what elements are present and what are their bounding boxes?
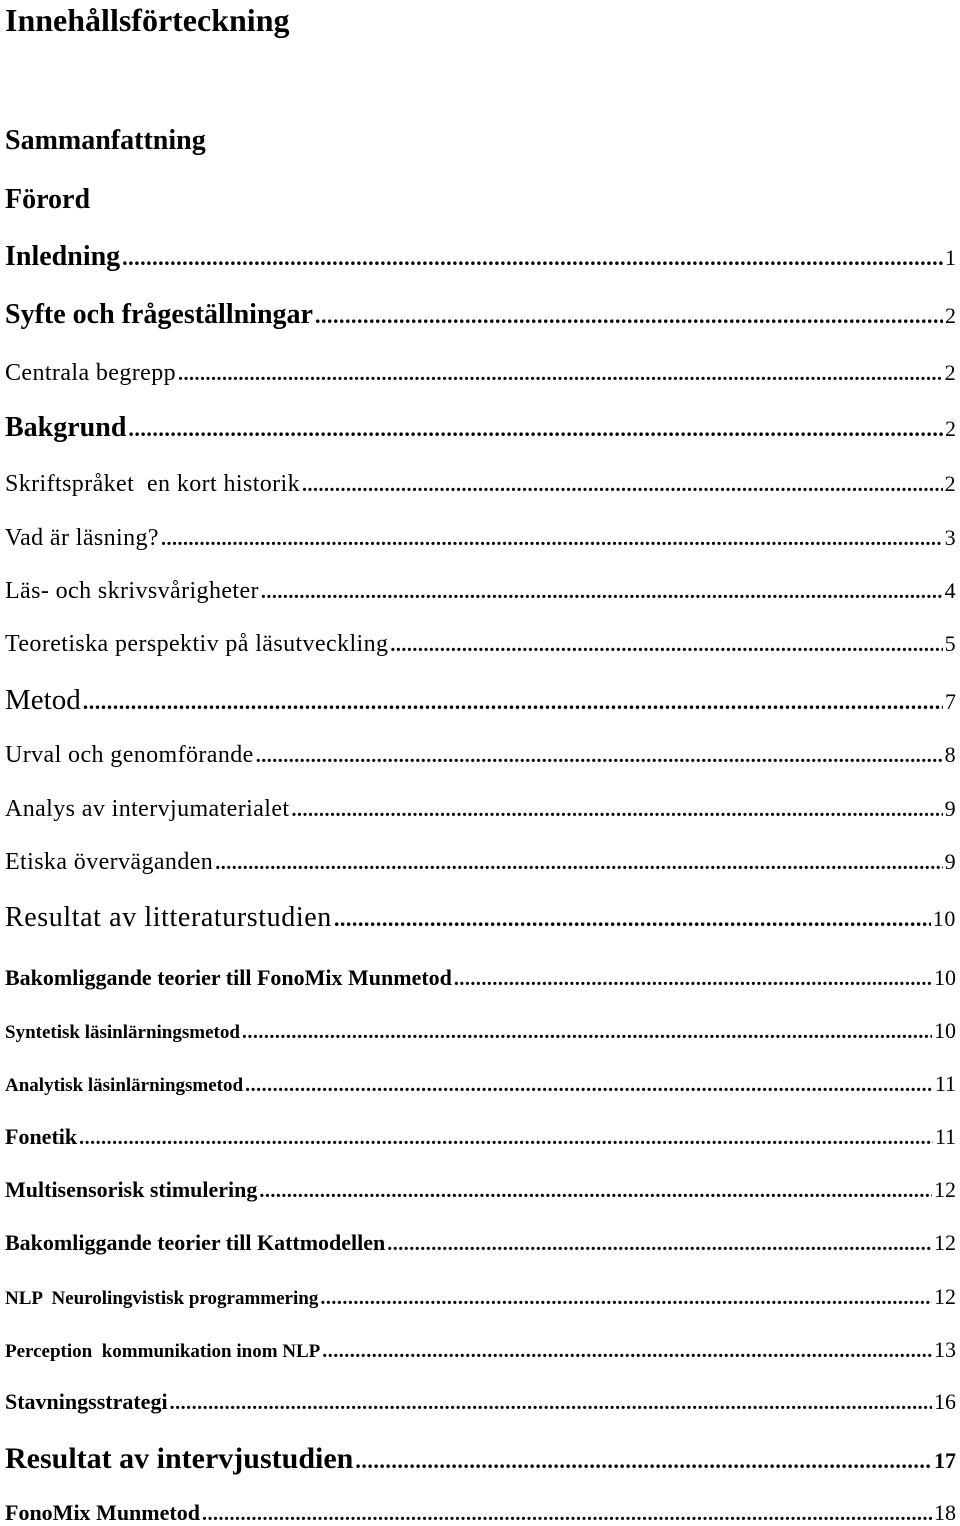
toc-entry-fonomix-munmetod[interactable] <box>5 1500 956 1526</box>
toc-entry-page: 2 <box>945 303 956 328</box>
toc-entry-label: Syfte och frågeställningar <box>5 299 313 330</box>
toc-entry-page: 4 <box>944 578 956 603</box>
toc-entry-label: Inledning <box>5 241 121 272</box>
toc-entry-page: 11 <box>934 1124 956 1149</box>
toc-entry-skriftspraket[interactable] <box>5 471 956 498</box>
toc-leader-dots <box>170 1392 932 1415</box>
toc-entry-label: Resultat av intervjustudien <box>5 1442 354 1475</box>
toc-leader-dots <box>202 1503 932 1526</box>
toc-leader-dots <box>245 1074 933 1097</box>
toc-entry-page: 9 <box>944 796 956 821</box>
toc-leader-dots <box>315 303 943 329</box>
page-title: Innehållsförteckning <box>5 2 290 38</box>
toc-entry-label: Syntetisk läsinlärningsmetod <box>5 1022 240 1043</box>
toc-leader-dots <box>178 363 943 386</box>
toc-entry-bakgrund[interactable] <box>5 412 956 444</box>
toc-entry-label: Vad är läsning? <box>5 525 159 551</box>
toc-entry-multisensorisk[interactable] <box>5 1177 956 1203</box>
toc-entry-bakomliggande-fonomix[interactable] <box>5 965 956 991</box>
toc-entry-las-och-skrivsvarigheter[interactable] <box>5 578 956 605</box>
toc-entry-label: Stavningsstrategi <box>5 1389 168 1414</box>
toc-entry-centrala-begrepp[interactable] <box>5 360 956 387</box>
toc-entry-syntetisk[interactable] <box>5 1018 956 1044</box>
toc-entry-page: 16 <box>934 1389 956 1414</box>
toc-leader-dots <box>256 745 943 768</box>
toc-entry-page: 18 <box>934 1500 956 1525</box>
toc-leader-dots <box>302 474 943 497</box>
toc-entry-fonetik[interactable] <box>5 1124 956 1150</box>
toc-leader-dots <box>322 1340 932 1363</box>
toc-entry-page: 12 <box>934 1177 956 1202</box>
toc-entry-nlp[interactable] <box>5 1284 956 1310</box>
toc-leader-dots <box>334 906 931 932</box>
toc-entry-label: Bakomliggande teorier till FonoMix Munmetod <box>5 965 452 990</box>
toc-entry-vad-ar-lasning[interactable] <box>5 525 956 552</box>
toc-entry-analys[interactable] <box>5 796 956 823</box>
toc-leader-dots <box>387 1233 932 1256</box>
toc-leader-dots <box>355 1448 932 1474</box>
toc-entry-label: Fonetik <box>5 1124 78 1149</box>
toc-entry-page: 12 <box>934 1284 956 1309</box>
toc-entry-resultat-litteratur[interactable] <box>5 902 956 934</box>
toc-entry-resultat-intervju[interactable] <box>5 1442 956 1476</box>
toc-entry-label: Urval och genomförande <box>5 742 254 768</box>
toc-entry-page: 12 <box>934 1230 956 1255</box>
toc-entry-page: 3 <box>944 525 956 550</box>
toc-entry-syfte[interactable] <box>5 299 956 331</box>
toc-entry-page: 17 <box>934 1448 956 1473</box>
heading-sammanfattning[interactable]: Sammanfattning <box>5 125 206 156</box>
toc-entry-label: Perception kommunikation inom NLP <box>5 1341 321 1362</box>
toc-entry-page: 9 <box>944 849 956 874</box>
toc-leader-dots <box>79 1127 933 1150</box>
toc-entry-page: 5 <box>944 631 956 656</box>
toc-entry-label: Resultat av litteraturstudien <box>5 902 332 933</box>
toc-entry-stavningsstrategi[interactable] <box>5 1389 956 1415</box>
toc-entry-page: 10 <box>934 1018 956 1043</box>
toc-entry-label: Etiska överväganden <box>5 849 214 875</box>
toc-entry-label: NLP Neurolingvistisk programmering <box>5 1288 319 1309</box>
toc-entry-label: Teoretiska perspektiv på läsutveckling <box>5 631 389 657</box>
toc-leader-dots <box>161 528 943 551</box>
toc-entry-label: Centrala begrepp <box>5 360 176 386</box>
toc-entry-urval[interactable] <box>5 742 956 769</box>
toc-leader-dots <box>83 689 943 715</box>
toc-entry-page: 7 <box>945 689 956 714</box>
toc-leader-dots <box>215 852 942 875</box>
toc-entry-page: 1 <box>945 245 956 270</box>
toc-entry-label: Bakomliggande teorier till Kattmodellen <box>5 1230 386 1255</box>
toc-entry-page: 10 <box>934 965 956 990</box>
toc-entry-page: 8 <box>944 742 956 767</box>
toc-entry-label: Metod <box>5 684 81 716</box>
toc-entry-page: 13 <box>934 1337 956 1362</box>
toc-entry-page: 11 <box>934 1071 956 1096</box>
toc-entry-perception[interactable] <box>5 1337 956 1363</box>
toc-leader-dots <box>390 634 942 657</box>
toc-entry-inledning[interactable] <box>5 241 956 273</box>
toc-entry-teoretiska-perspektiv[interactable] <box>5 631 956 658</box>
toc-leader-dots <box>128 416 943 442</box>
toc-entry-label: FonoMix Munmetod <box>5 1500 200 1525</box>
toc-entry-page: 2 <box>944 360 956 385</box>
toc-leader-dots <box>291 799 942 822</box>
toc-entry-label: Analys av intervjumaterialet <box>5 796 290 822</box>
toc-leader-dots <box>320 1287 932 1310</box>
toc-leader-dots <box>242 1021 932 1044</box>
toc-leader-dots <box>454 968 932 991</box>
toc-entry-page: 2 <box>944 471 956 496</box>
toc-leader-dots <box>261 581 943 604</box>
toc-entry-label: Läs- och skrivsvårigheter <box>5 578 259 604</box>
toc-entry-page: 2 <box>945 416 956 441</box>
heading-forord[interactable]: Förord <box>5 184 91 215</box>
toc-leader-dots <box>122 245 943 271</box>
toc-entry-metod[interactable] <box>5 684 956 717</box>
toc-entry-etiska[interactable] <box>5 849 956 876</box>
toc-entry-label: Skriftspråket en kort historik <box>5 471 301 497</box>
toc-entry-label: Multisensorisk stimulering <box>5 1177 258 1202</box>
toc-entry-label: Analytisk läsinlärningsmetod <box>5 1075 244 1096</box>
toc-leader-dots <box>259 1180 932 1203</box>
toc-entry-label: Bakgrund <box>5 412 127 443</box>
toc-entry-analytisk[interactable] <box>5 1071 956 1097</box>
toc-entry-bakomliggande-kattmodellen[interactable] <box>5 1230 956 1256</box>
toc-entry-page: 10 <box>932 906 956 931</box>
